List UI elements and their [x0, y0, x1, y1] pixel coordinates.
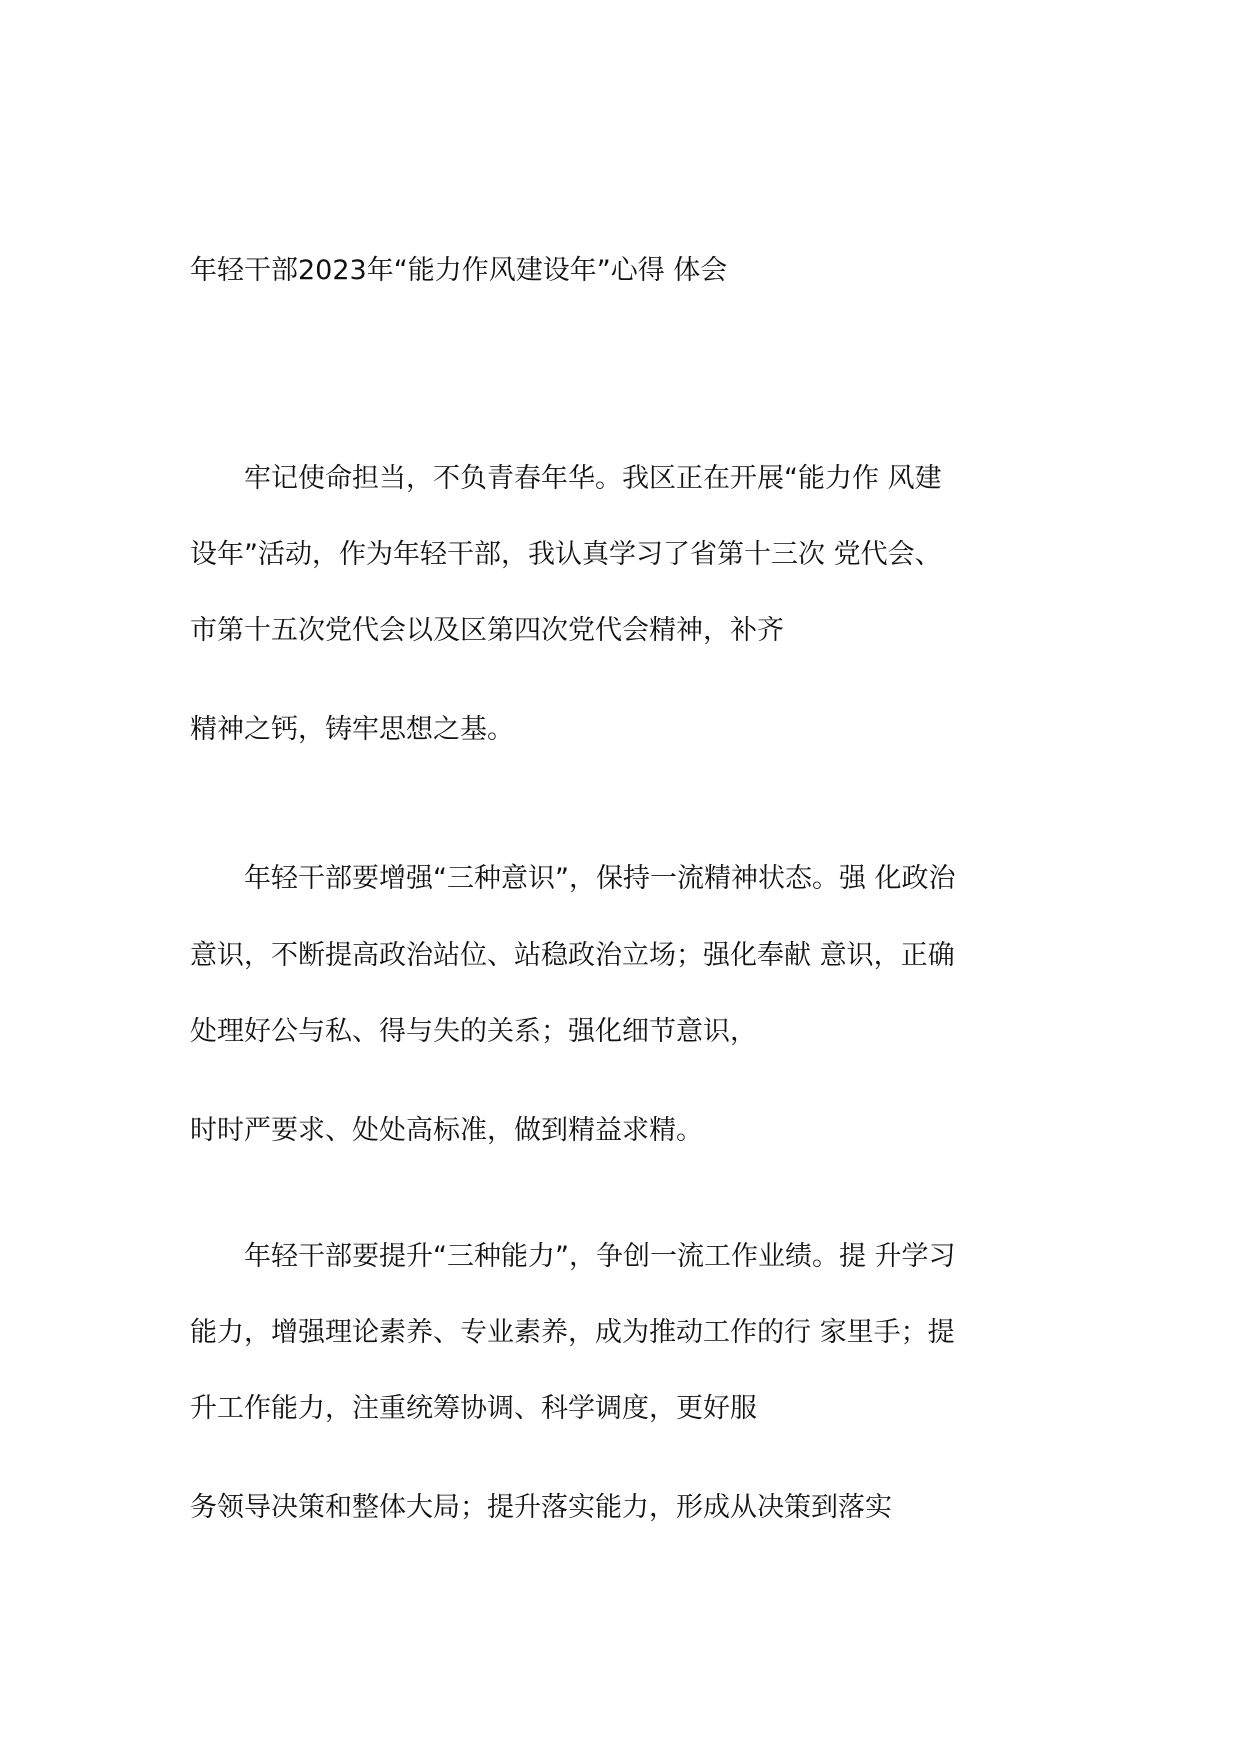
paragraph-3-line-2: 能力，增强理论素养、专业素养，成为推动工作的行 家里手；提 [190, 1317, 955, 1348]
paragraph-3-line-4: 务领导决策和整体大局；提升落实能力，形成从决策到落实 [190, 1492, 892, 1523]
document-title: 年轻干部2023年“能力作风建设年”心得 体会 [190, 255, 728, 286]
paragraph-2-line-2: 意识，不断提高政治站位、站稳政治立场；强化奉献 意识，正确 [190, 940, 955, 971]
paragraph-2-line-3: 处理好公与私、得与失的关系；强化细节意识， [190, 1016, 757, 1047]
paragraph-1-line-4: 精神之钙，铸牢思想之基。 [190, 714, 514, 745]
paragraph-3-line-1: 年轻干部要提升“三种能力”，争创一流工作业绩。提 升学习 [190, 1241, 956, 1272]
paragraph-2-line-1: 年轻干部要增强“三种意识”，保持一流精神状态。强 化政治 [190, 863, 956, 894]
paragraph-2-line-4: 时时严要求、处处高标准，做到精益求精。 [190, 1115, 703, 1146]
paragraph-3-line-3: 升工作能力，注重统筹协调、科学调度，更好服 [190, 1393, 757, 1424]
paragraph-1-line-1: 牢记使命担当，不负青春年华。我区正在开展“能力作 风建 [190, 463, 942, 494]
paragraph-1-line-3: 市第十五次党代会以及区第四次党代会精神，补齐 [190, 615, 784, 646]
paragraph-1-line-2: 设年”活动，作为年轻干部，我认真学习了省第十三次 党代会、 [190, 539, 942, 570]
